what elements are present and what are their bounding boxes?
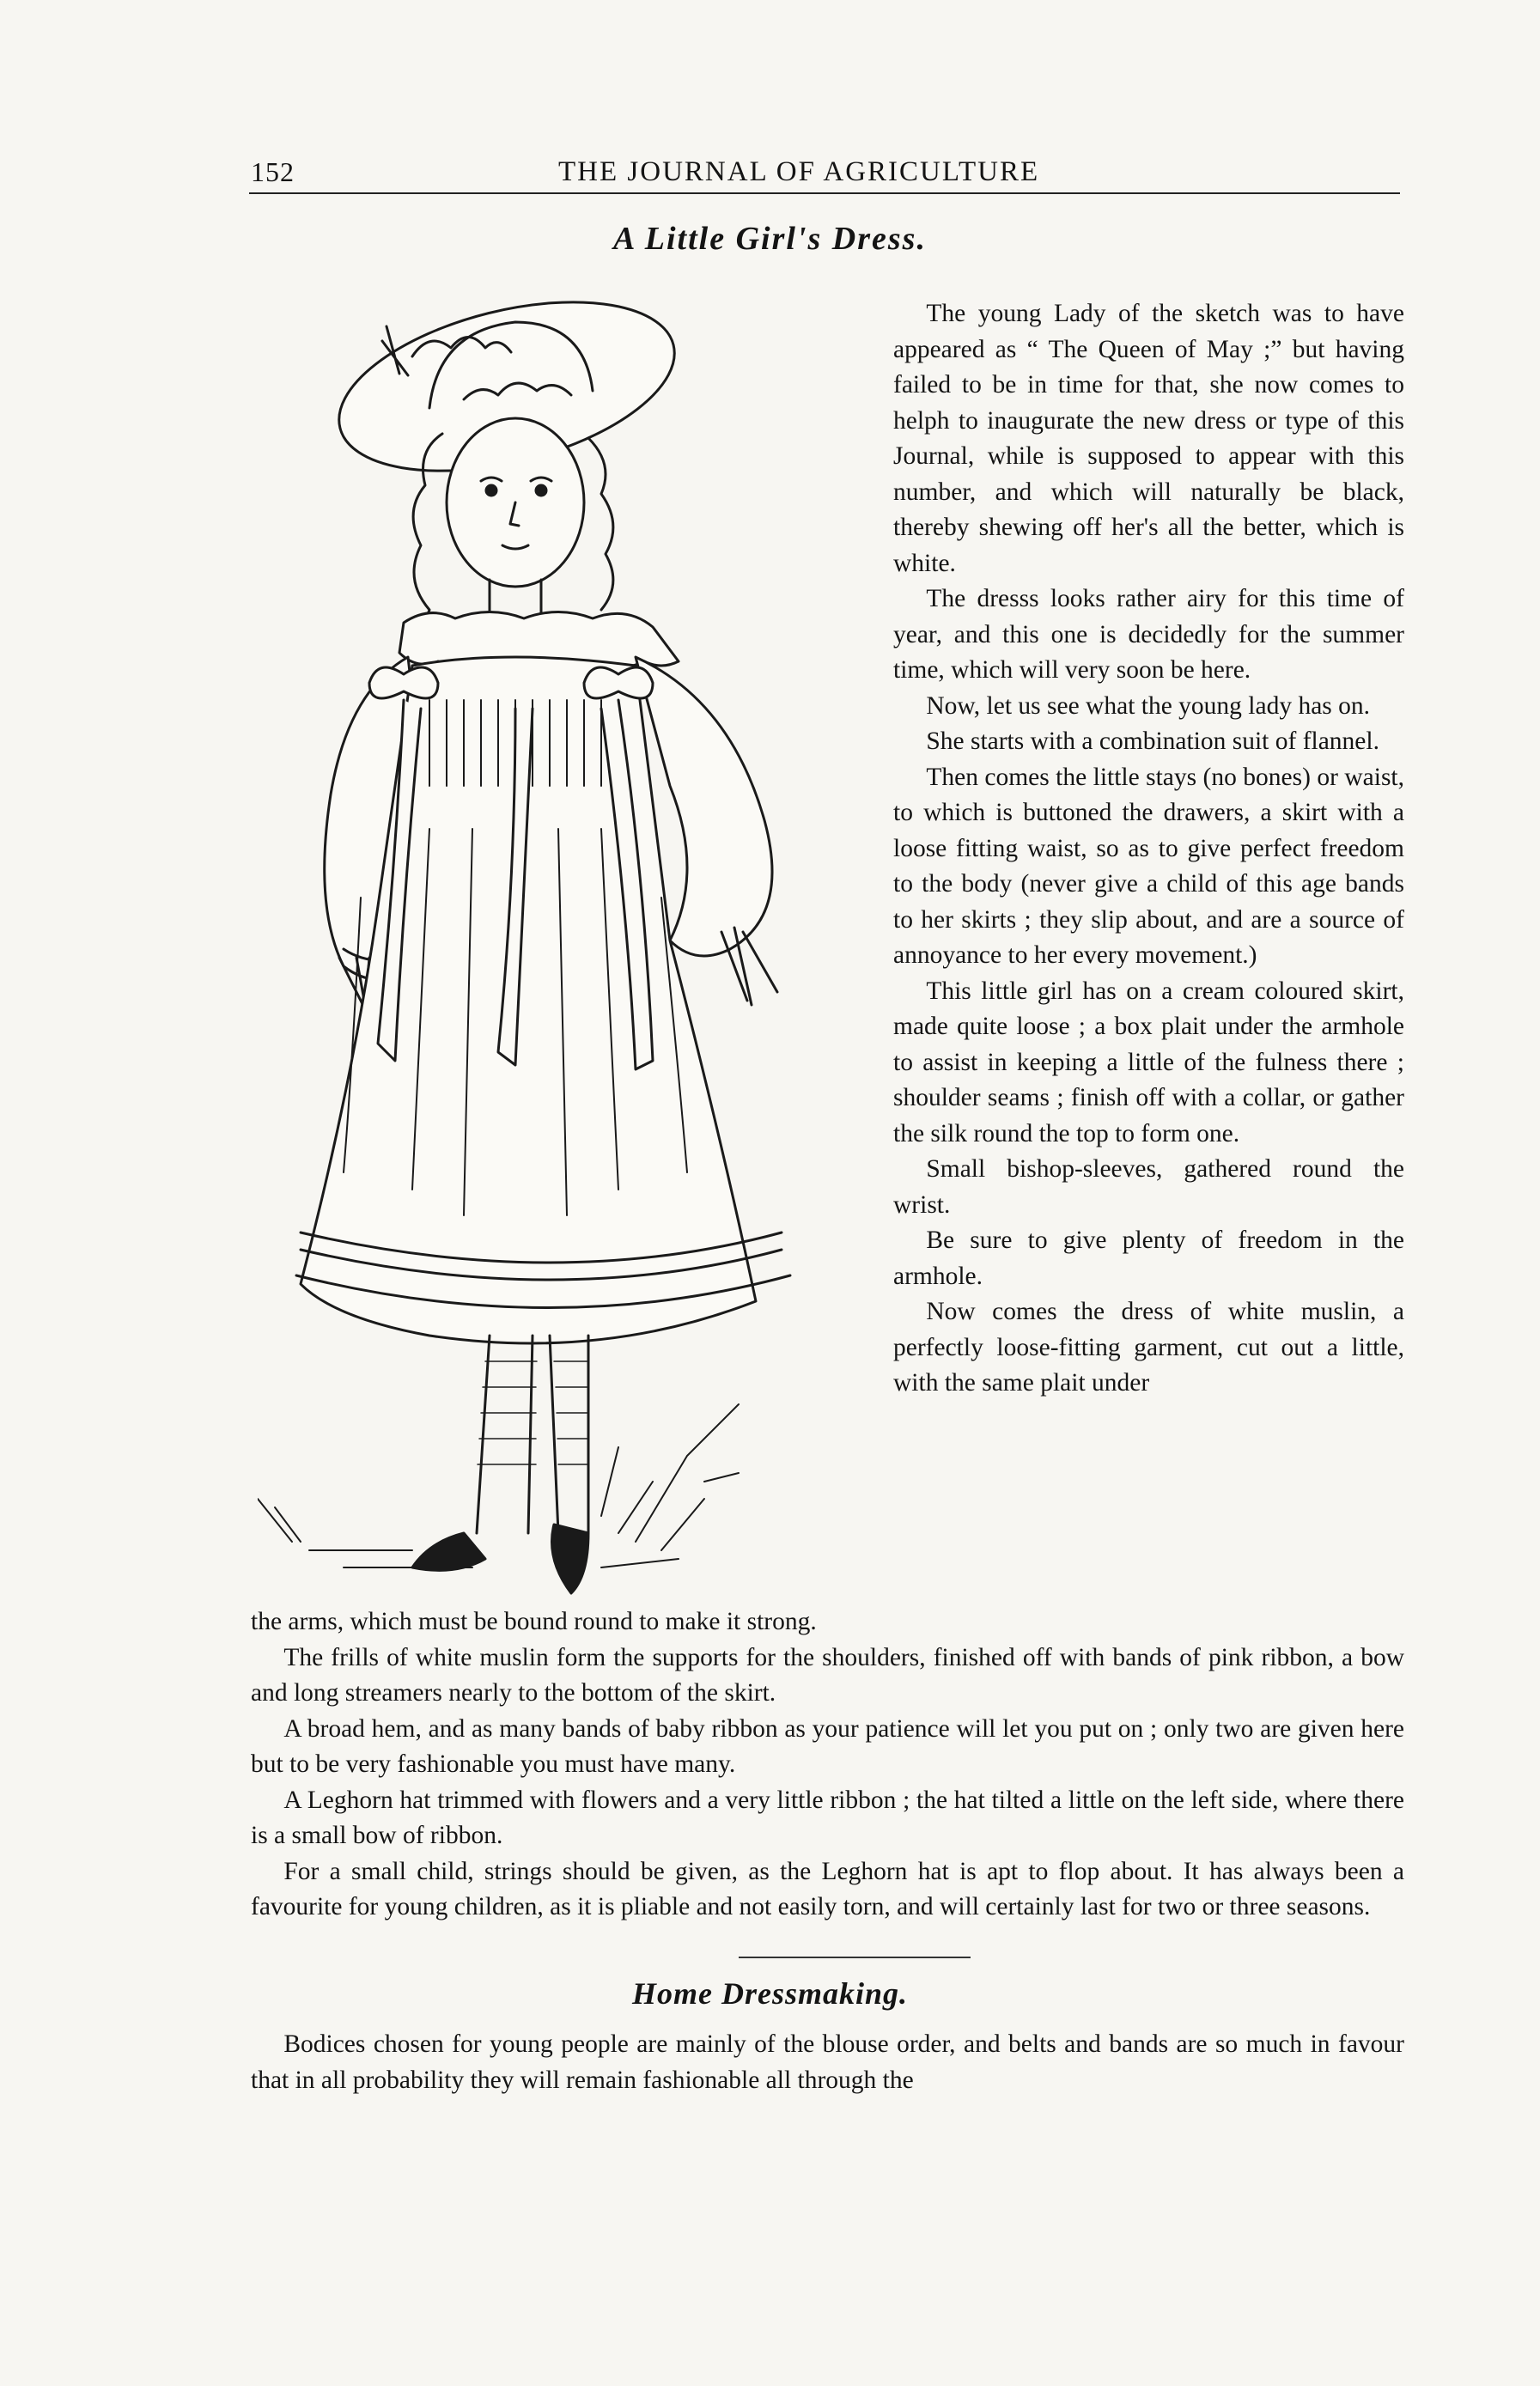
section-title: Home Dressmaking.	[631, 1976, 908, 2011]
paragraph: For a small child, strings should be given, as the Leghorn hat is apt to flop about. It has always been a favourite for young children, as it is pliable and not easily torn, and will certainly last for two or three seasons.	[251, 1857, 1404, 1920]
running-title: THE JOURNAL OF AGRICULTURE	[558, 156, 1040, 187]
paragraph: Small bishop-sleeves, gathered round the wrist.	[893, 1155, 1404, 1219]
girl-dress-illustration	[258, 296, 885, 1602]
left-shoe	[412, 1533, 485, 1570]
paragraph: Now, let us see what the young lady has on.	[926, 691, 1371, 720]
paragraph: Then comes the little stays (no bones) or waist, to which is buttoned the drawers, a skirt with a loose fitting waist, so as to give perfect freedom to the body (never give a child of this age bands to her skirts ; they slip about, and are a source of annoyance to her every movement.)	[893, 763, 1404, 969]
paragraph: She starts with a combination suit of flannel.	[926, 727, 1379, 755]
grass	[258, 1404, 739, 1567]
paragraph: This little girl has on a cream coloured skirt, made quite loose ; a box plait under the armhole to assist in keeping a little of the fulness there ; shoulder seams ; finish off with a collar, or gather the silk round the top to form one.	[893, 977, 1404, 1147]
section-column	[251, 2027, 1404, 2098]
page-header	[249, 144, 1400, 194]
paragraph: A Leghorn hat trimmed with flowers and a very little ribbon ; the hat tilted a little on the left side, where there is a small bow of ribbon.	[251, 1786, 1404, 1849]
paragraph: The dresss looks rather airy for this time of year, and this one is decidedly for the summer time, which will very soon be here.	[893, 585, 1404, 684]
paragraph: A broad hem, and as many bands of baby ribbon as your patience will let you put on ; only two are given here but to be very fashionable you must have many.	[251, 1714, 1404, 1778]
paragraph: Be sure to give plenty of freedom in the armhole.	[893, 1226, 1404, 1290]
paragraph: The frills of white muslin form the supports for the shoulders, finished off with bands of pink ribbon, a bow and long streamers nearly to the bottom of the skirt.	[251, 1643, 1404, 1707]
right-shoe	[552, 1525, 589, 1593]
page-number: 152	[251, 156, 295, 187]
stockings	[477, 1336, 588, 1533]
paragraph: Now comes the dress of white muslin, a perfectly loose-fitting garment, cut out a little, with the same plait under	[893, 1298, 1404, 1397]
article-title: A Little Girl's Dress.	[613, 221, 927, 257]
paragraph: The young Lady of the sketch was to have appeared as “ The Queen of May ;” but having failed to be in time for that, she now comes to helph to inaugurate the new dress or type of this Journal, while is supposed to appear with this number, and which will naturally be black, thereby shewing off her's all the better, which is white.	[893, 300, 1404, 577]
article-column-right	[893, 296, 1404, 1402]
article-column-full	[251, 1604, 1404, 1926]
section-divider	[739, 1957, 971, 1958]
paragraph-continuation: the arms, which must be bound round to make it strong.	[251, 1608, 817, 1635]
paragraph: Bodices chosen for young people are mainly of the blouse order, and belts and bands are so much in favour that in all probability they will remain fashionable all through the	[251, 2030, 1404, 2094]
